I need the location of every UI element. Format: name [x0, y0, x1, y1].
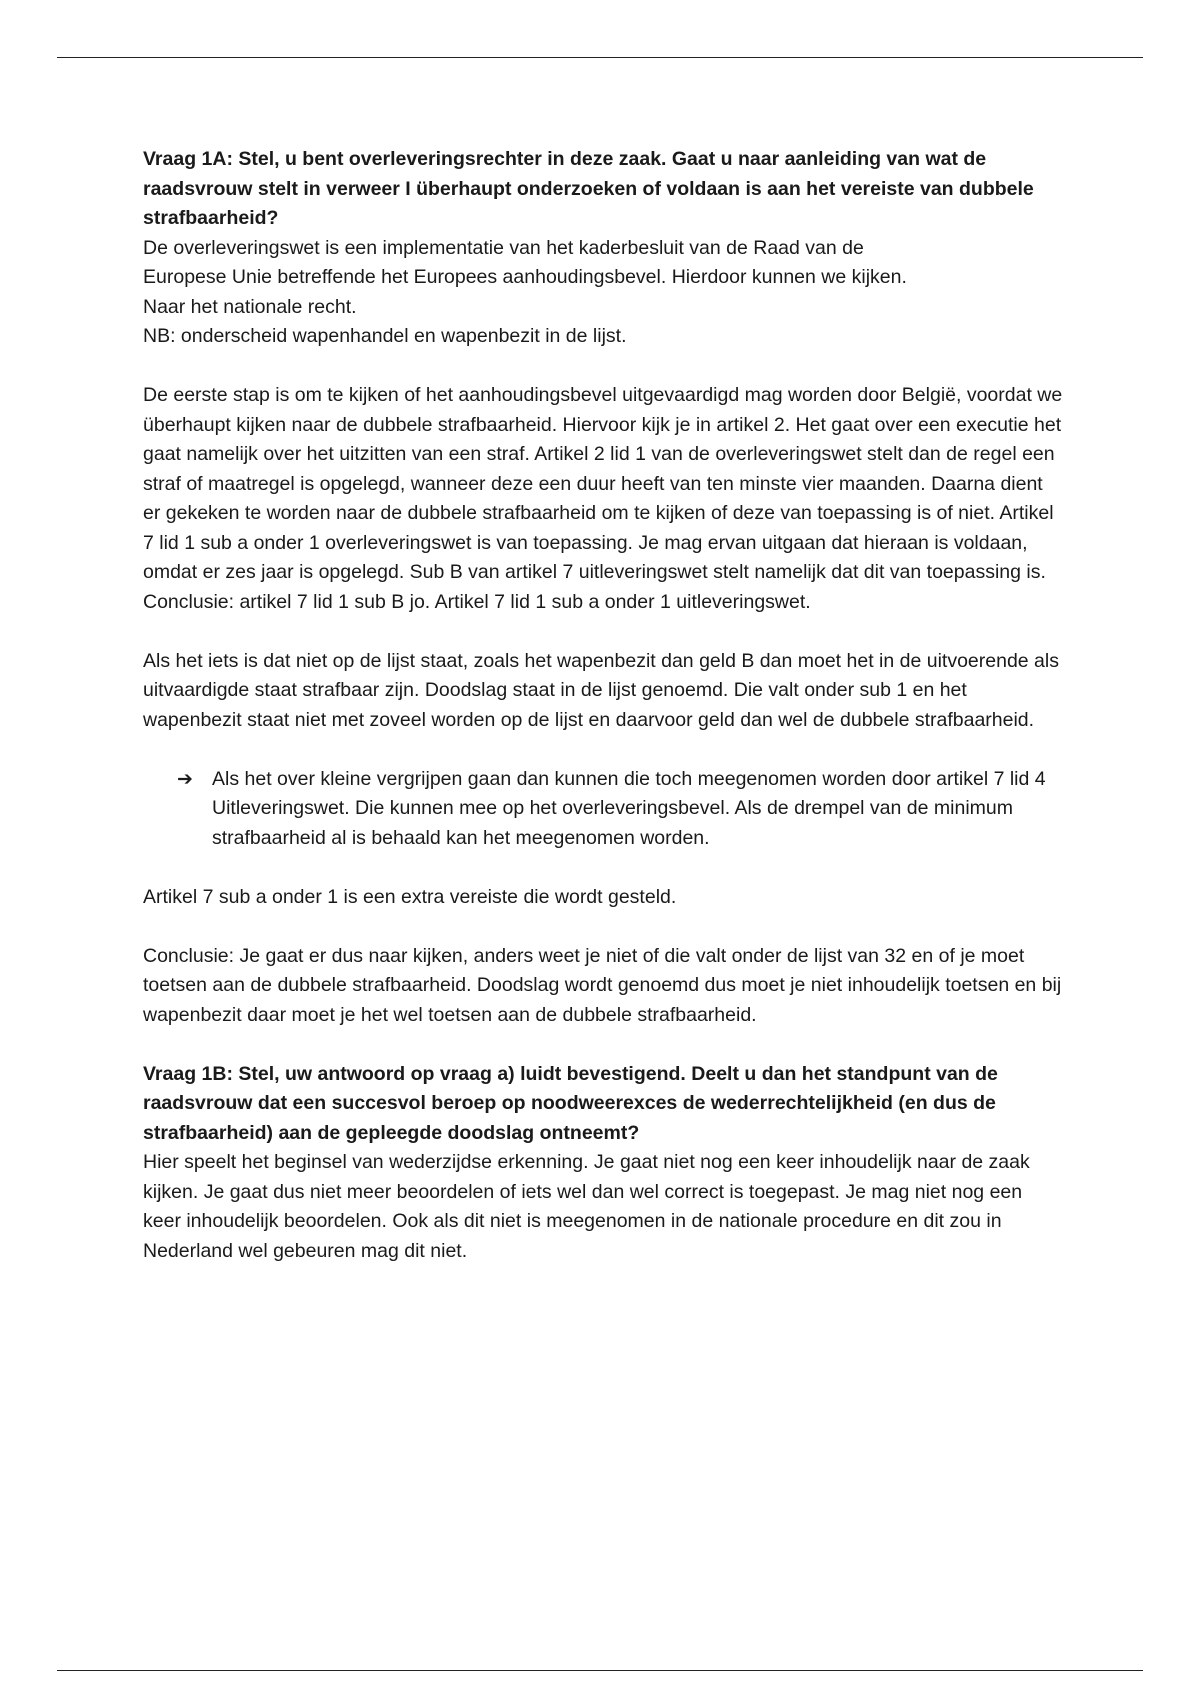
- bullet-text: Als het over kleine vergrijpen gaan dan kunnen die toch meegenomen worden door artikel 7 lid 4 Uitleveringswet. Die kunnen mee op het overleveringsbevel. Als de drempel van de minimum strafbaarheid al is behaald kan het meegenomen worden.: [212, 767, 1046, 849]
- spacer: [143, 912, 1063, 942]
- paragraph-conclusion: Conclusie: Je gaat er dus naar kijken, anders weet je niet of die valt onder de lijst van 32 en of je moet toetsen aan de dubbele strafbaarheid. Doodslag wordt genoemd dus moet je niet inhoudelijk toetsen en bij wapenbezit daar moet je het wel toetsen aan de dubbele strafbaarheid.: [143, 944, 1062, 1026]
- question-1b-heading: Vraag 1B: Stel, uw antwoord op vraag a) luidt bevestigend. Deelt u dan het standpunt van de raadsvrouw dat een succesvol beroep op noodweerexces de wederrechtelijkheid (en dus de strafbaarheid) aan de gepleegde doodslag ontneemt?: [143, 1062, 998, 1144]
- document-body: [143, 145, 1063, 1266]
- paragraph-line: Naar het nationale recht.: [143, 295, 357, 318]
- paragraph-first-step: De eerste stap is om te kijken of het aanhoudingsbevel uitgevaardigd mag worden door België, voordat we überhaupt kijken naar de dubbele strafbaarheid. Hiervoor kijk je in artikel 2. Het gaat over een executie het gaat namelijk over het uitzitten van een straf. Artikel 2 lid 1 van de overleveringswet stelt dan de regel een straf of maatregel is opgelegd, wanneer deze een duur heeft van ten minste vier maanden. Daarna dient er gekeken te worden naar de dubbele strafbaarheid om te kijken of deze van toepassing is of niet. Artikel 7 lid 1 sub a onder 1 overleveringswet is van toepassing. Je mag ervan uitgaan dat hieraan is voldaan, omdat er zes jaar is opgelegd. Sub B van artikel 7 uitleveringswet stelt namelijk dat dit van toepassing is. Conclusie: artikel 7 lid 1 sub B jo. Artikel 7 lid 1 sub a onder 1 uitleveringswet.: [143, 384, 1063, 613]
- paragraph-extra-requirement: Artikel 7 sub a onder 1 is een extra vereiste die wordt gesteld.: [143, 885, 677, 908]
- bottom-rule: [57, 1670, 1143, 1671]
- spacer: [143, 1030, 1063, 1060]
- paragraph-line: De overleveringswet is een implementatie van het kaderbesluit van de Raad van de: [143, 236, 864, 259]
- paragraph-list: Als het iets is dat niet op de lijst staat, zoals het wapenbezit dan geld B dan moet het in de uitvoerende als uitvaardigde staat strafbaar zijn. Doodslag staat in de lijst genoemd. Die valt onder sub 1 en het wapenbezit staat niet met zoveel worden op de lijst en daarvoor geld dan wel de dubbele strafbaarheid.: [143, 649, 1059, 731]
- paragraph-mutual-recognition: Hier speelt het beginsel van wederzijdse erkenning. Je gaat niet nog een keer inhoudelijk naar de zaak kijken. Je gaat dus niet meer beoordelen of iets wel dan wel correct is toegepast. Je mag niet nog een keer inhoudelijk beoordelen. Ook als dit niet is meegenomen in de nationale procedure en dit zou in Nederland wel gebeuren mag dit niet.: [143, 1151, 1030, 1262]
- spacer: [143, 352, 1063, 382]
- question-1a-heading: Vraag 1A: Stel, u bent overleveringsrechter in deze zaak. Gaat u naar aanleiding van wat de raadsvrouw stelt in verweer I überhaupt onderzoeken of voldaan is aan het vereiste van dubbele strafbaarheid?: [143, 148, 1034, 229]
- arrow-right-icon: ➔: [177, 767, 193, 790]
- top-rule: [57, 57, 1143, 58]
- spacer: [143, 853, 1063, 883]
- arrow-bullet-item: [177, 765, 1063, 854]
- paragraph-line: NB: onderscheid wapenhandel en wapenbezit in de lijst.: [143, 325, 627, 347]
- paragraph-line: Europese Unie betreffende het Europees aanhoudingsbevel. Hierdoor kunnen we kijken.: [143, 266, 907, 288]
- spacer: [143, 735, 1063, 765]
- spacer: [143, 617, 1063, 647]
